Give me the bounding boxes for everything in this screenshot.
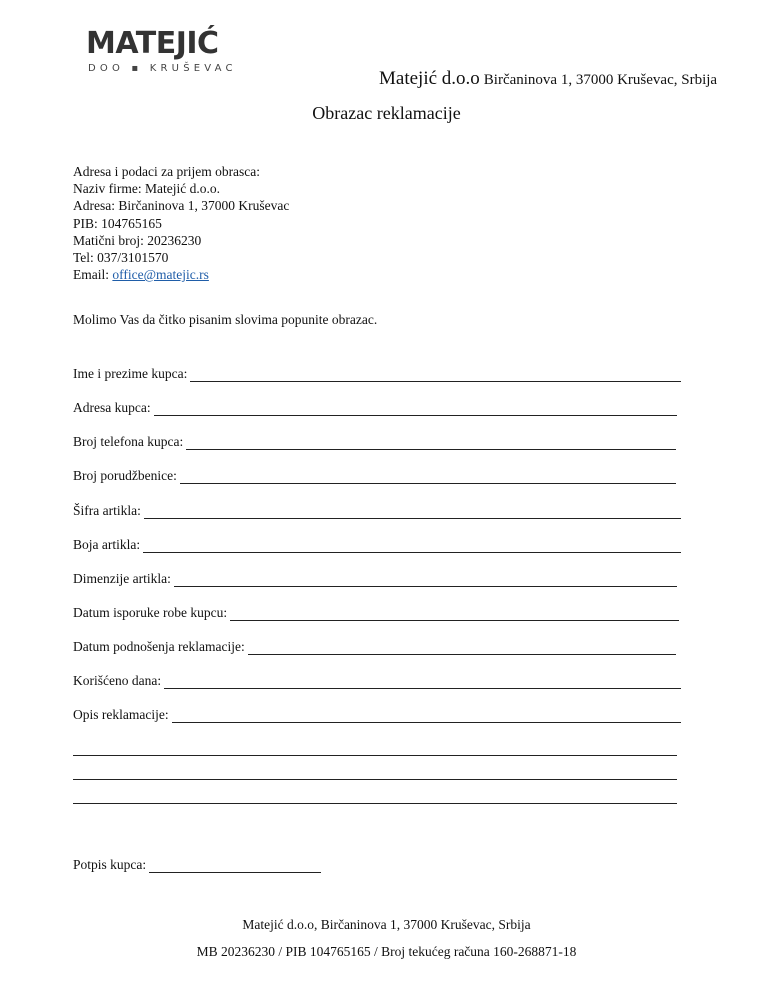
description-line[interactable]: [73, 779, 677, 780]
field-label: Šifra artikla:: [73, 503, 141, 518]
field-label: Opis reklamacije:: [73, 707, 169, 722]
field-complaint-date[interactable]: [73, 639, 676, 655]
field-complaint-description[interactable]: [73, 707, 681, 723]
contact-email-label: Email:: [73, 267, 113, 283]
field-label: Broj porudžbenice:: [73, 468, 177, 483]
page-title: Obrazac reklamacije: [312, 103, 461, 123]
instruction-text: Molimo Vas da čitko pisanim slovima popunite obrazac.: [73, 312, 378, 327]
field-customer-address[interactable]: [73, 400, 677, 416]
contact-tel: Tel: 037/3101570: [73, 250, 169, 266]
contact-block: [73, 163, 289, 283]
fill-line[interactable]: [144, 505, 681, 519]
contact-mb: Matični broj: 20236230: [73, 232, 202, 248]
fill-line[interactable]: [248, 641, 676, 655]
fill-line[interactable]: [190, 368, 681, 382]
field-item-dimensions[interactable]: [73, 571, 677, 587]
description-line[interactable]: [73, 803, 677, 804]
fill-line[interactable]: [180, 470, 676, 484]
company-header-line: [379, 68, 717, 90]
contact-heading: Adresa i podaci za prijem obrasca:: [73, 164, 261, 179]
fill-line[interactable]: [164, 675, 681, 689]
field-customer-name[interactable]: [73, 366, 681, 382]
field-label: Korišćeno dana:: [73, 673, 162, 688]
field-label: Adresa kupca:: [73, 400, 151, 415]
field-label: Ime i prezime kupca:: [73, 366, 188, 381]
field-label: Dimenzije artikla:: [73, 571, 171, 586]
signature-line[interactable]: [149, 859, 321, 873]
fill-line[interactable]: [154, 402, 677, 416]
field-label: Boja artikla:: [73, 537, 141, 552]
fill-line[interactable]: [172, 709, 681, 723]
footer-address: Matejić d.o.o, Birčaninova 1, 37000 Kruševac, Srbija: [242, 917, 531, 932]
footer-registration: MB 20236230 / PIB 104765165 / Broj tekućeg računa 160-268871-18: [196, 944, 577, 959]
field-label: Datum isporuke robe kupcu:: [73, 605, 228, 620]
contact-email-row: [73, 266, 289, 283]
logo-subtext: DOO ▪ KRUŠEVAC: [88, 63, 237, 74]
field-delivery-date[interactable]: [73, 605, 679, 621]
fill-line[interactable]: [174, 573, 677, 587]
fill-line[interactable]: [143, 539, 681, 553]
field-item-code[interactable]: [73, 503, 681, 519]
fill-line[interactable]: [230, 607, 679, 621]
field-item-color[interactable]: [73, 537, 681, 553]
field-label: Broj telefona kupca:: [73, 434, 184, 449]
company-logo: [82, 18, 274, 90]
contact-firm: Naziv firme: Matejić d.o.o.: [73, 181, 220, 197]
email-link[interactable]: office@matejic.rs: [112, 267, 209, 283]
fill-line[interactable]: [186, 436, 676, 450]
field-label: Datum podnošenja reklamacije:: [73, 639, 245, 654]
signature-label: Potpis kupca:: [73, 857, 147, 872]
field-order-number[interactable]: [73, 468, 676, 484]
field-days-used[interactable]: [73, 673, 681, 689]
signature-field[interactable]: [73, 857, 321, 873]
company-address: Birčaninova 1, 37000 Kruševac, Srbija: [483, 72, 718, 88]
company-name: Matejić d.o.o: [379, 68, 480, 89]
logo-wordmark: MATEJIĆ: [86, 26, 219, 61]
field-customer-phone[interactable]: [73, 434, 676, 450]
description-line[interactable]: [73, 755, 677, 756]
contact-address: Adresa: Birčaninova 1, 37000 Kruševac: [73, 198, 290, 214]
contact-pib: PIB: 104765165: [73, 215, 162, 231]
